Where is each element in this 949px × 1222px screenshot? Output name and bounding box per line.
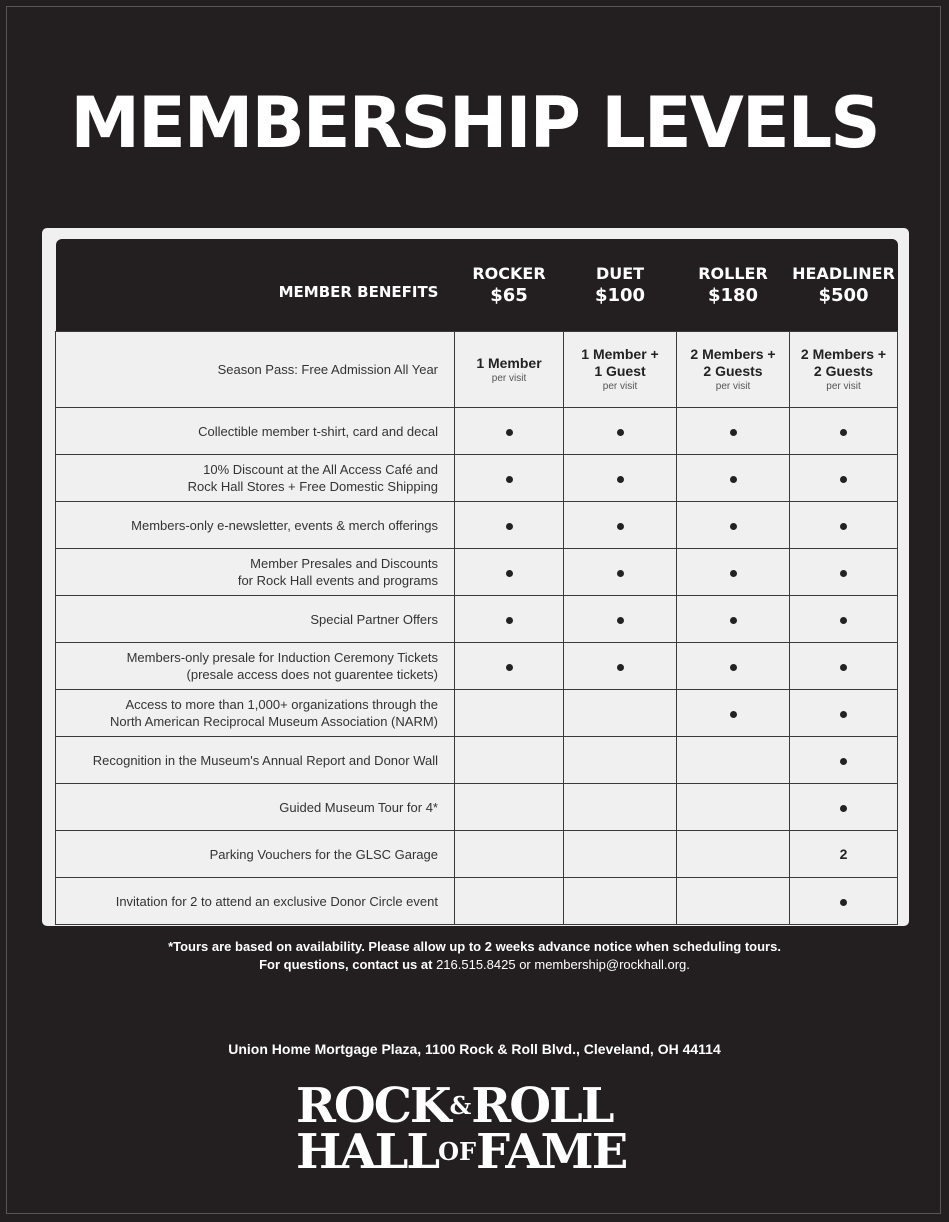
included-dot-icon: [840, 476, 847, 483]
benefit-cell-rocker: [455, 690, 564, 737]
per-visit-note: per visit: [491, 372, 527, 384]
contact-line: [0, 956, 949, 974]
table-row: [56, 878, 898, 925]
benefit-cell-headliner: [790, 549, 898, 596]
benefit-cell-duet: [564, 549, 677, 596]
season-pass-cell-headliner: [790, 332, 898, 408]
season-pass-allowance: 1 Member: [476, 354, 542, 371]
benefit-cell-rocker: [455, 455, 564, 502]
benefit-label-line: Member Presales and Discounts: [250, 556, 438, 571]
included-dot-icon: [730, 664, 737, 671]
contact-info: 216.515.8425 or membership@rockhall.org.: [436, 957, 690, 972]
benefit-cell-duet: [564, 784, 677, 831]
benefit-label: [56, 643, 455, 690]
level-header-roller: [677, 239, 790, 332]
season-pass-allowance: 1 Guest: [594, 363, 646, 379]
rock-hall-logo: [296, 1080, 636, 1180]
included-dot-icon: [730, 476, 737, 483]
benefit-label-line: Members-only presale for Induction Ceremony Tickets: [126, 650, 438, 665]
table-row: [56, 455, 898, 502]
included-dot-icon: [840, 570, 847, 577]
benefit-label-line: Guided Museum Tour for 4*: [279, 799, 438, 815]
table-row: [56, 784, 898, 831]
included-dot-icon: [617, 523, 624, 530]
benefit-cell-headliner: [790, 596, 898, 643]
benefit-label: Season Pass: Free Admission All Year: [56, 332, 455, 408]
level-name: ROCKER: [472, 264, 546, 283]
season-pass-allowance: 2 Guests: [813, 363, 874, 379]
benefit-label: [56, 690, 455, 737]
included-dot-icon: [840, 805, 847, 812]
benefit-label-line: Members-only e-newsletter, events & merch offerings: [131, 517, 438, 533]
benefit-cell-roller: [677, 455, 790, 502]
season-pass-allowance: 2 Members +: [690, 346, 776, 362]
tour-availability-note: *Tours are based on availability. Please allow up to 2 weeks advance notice when scheduling tours.: [168, 939, 781, 954]
included-dot-icon: [730, 429, 737, 436]
benefit-label-line: for Rock Hall events and programs: [237, 573, 438, 588]
included-dot-icon: [730, 711, 737, 718]
included-dot-icon: [840, 429, 847, 436]
level-price: $500: [818, 285, 869, 306]
benefit-cell-rocker: [455, 549, 564, 596]
included-dot-icon: [506, 664, 513, 671]
benefit-cell-duet: [564, 690, 677, 737]
contact-prefix: For questions, contact us at: [259, 957, 433, 972]
benefit-cell-roller: [677, 408, 790, 455]
benefit-cell-duet: [564, 878, 677, 925]
benefit-cell-rocker: [455, 502, 564, 549]
per-visit-note: per visit: [715, 381, 751, 392]
benefit-label: [56, 878, 455, 925]
season-pass-cell-rocker: [455, 332, 564, 408]
included-dot-icon: [506, 570, 513, 577]
benefit-label: [56, 596, 455, 643]
level-header-headliner: [790, 239, 898, 332]
benefit-label-line: Parking Vouchers for the GLSC Garage: [209, 846, 438, 862]
benefit-cell-headliner: [790, 455, 898, 502]
benefit-label-line: Recognition in the Museum's Annual Report and Donor Wall: [92, 752, 438, 768]
included-dot-icon: [840, 523, 847, 530]
per-visit-note: per visit: [826, 381, 861, 392]
included-dot-icon: [730, 617, 737, 624]
table-body: [56, 332, 898, 925]
included-dot-icon: [617, 570, 624, 577]
table-row-season-pass: [56, 332, 898, 408]
included-dot-icon: [840, 664, 847, 671]
table-row: [56, 831, 898, 878]
benefit-label: [56, 831, 455, 878]
benefit-cell-roller: [677, 502, 790, 549]
level-price: $100: [594, 285, 646, 306]
table-header-row: [56, 239, 898, 332]
benefit-label: [56, 737, 455, 784]
benefit-cell-headliner: [790, 831, 898, 878]
benefit-label-line: (presale access does not guarentee tickets): [186, 667, 438, 682]
included-dot-icon: [506, 429, 513, 436]
season-pass-allowance: 1 Member +: [581, 346, 659, 362]
benefit-cell-duet: [564, 831, 677, 878]
membership-table-card: [42, 228, 909, 926]
benefit-label-line: Invitation for 2 to attend an exclusive Donor Circle event: [115, 893, 438, 909]
season-pass-allowance: 2 Members +: [800, 346, 887, 362]
included-dot-icon: [506, 476, 513, 483]
benefit-cell-roller: [677, 831, 790, 878]
benefit-cell-rocker: [455, 737, 564, 784]
benefit-cell-headliner: [790, 784, 898, 831]
benefit-cell-duet: [564, 502, 677, 549]
included-dot-icon: [617, 476, 624, 483]
included-dot-icon: [617, 429, 624, 436]
included-dot-icon: [617, 617, 624, 624]
table-row: [56, 596, 898, 643]
season-pass-allowance: 2 Guests: [703, 363, 763, 379]
benefit-cell-roller: [677, 878, 790, 925]
level-name: DUET: [595, 264, 645, 283]
included-dot-icon: [506, 617, 513, 624]
level-header-duet: [564, 239, 677, 332]
included-dot-icon: [730, 523, 737, 530]
benefit-quantity: 2: [839, 845, 848, 862]
benefit-label: [56, 408, 455, 455]
included-dot-icon: [840, 711, 847, 718]
table-row: [56, 502, 898, 549]
benefit-cell-rocker: [455, 784, 564, 831]
included-dot-icon: [840, 899, 847, 906]
benefit-cell-rocker: [455, 596, 564, 643]
address: Union Home Mortgage Plaza, 1100 Rock & Roll Blvd., Cleveland, OH 44114: [228, 1041, 721, 1057]
benefit-label-line: Special Partner Offers: [310, 611, 438, 627]
benefit-cell-rocker: [455, 643, 564, 690]
benefit-cell-headliner: [790, 878, 898, 925]
benefit-label-line: North American Reciprocal Museum Association (NARM): [110, 714, 438, 729]
benefit-cell-rocker: [455, 831, 564, 878]
table-row: [56, 737, 898, 784]
benefit-label: [56, 455, 455, 502]
benefit-cell-roller: [677, 643, 790, 690]
table-row: [56, 690, 898, 737]
level-header-rocker: [455, 239, 564, 332]
benefit-cell-roller: [677, 784, 790, 831]
benefit-label: [56, 549, 455, 596]
benefit-cell-headliner: [790, 502, 898, 549]
logo-line-2: $HALL^{OF}FAME$: [296, 1124, 627, 1180]
benefit-cell-rocker: [455, 878, 564, 925]
footnote: [0, 938, 949, 974]
level-price: $65: [490, 285, 528, 306]
per-visit-note: per visit: [602, 381, 638, 392]
benefit-label-line: Rock Hall Stores + Free Domestic Shipping: [187, 479, 438, 494]
benefit-cell-headliner: [790, 737, 898, 784]
table-row: [56, 643, 898, 690]
benefit-label-line: Access to more than 1,000+ organizations through the: [125, 697, 438, 712]
included-dot-icon: [840, 758, 847, 765]
benefit-label-line: 10% Discount at the All Access Café and: [203, 462, 438, 477]
benefit-cell-headliner: [790, 690, 898, 737]
table-row: [56, 549, 898, 596]
level-name: HEADLINER: [792, 264, 895, 283]
benefit-label: [56, 502, 455, 549]
season-pass-cell-roller: [677, 332, 790, 408]
included-dot-icon: [506, 523, 513, 530]
level-name: ROLLER: [698, 264, 768, 283]
benefit-cell-duet: [564, 596, 677, 643]
included-dot-icon: [840, 617, 847, 624]
season-pass-cell-duet: [564, 332, 677, 408]
benefit-cell-duet: [564, 643, 677, 690]
included-dot-icon: [617, 664, 624, 671]
benefit-cell-roller: [677, 690, 790, 737]
benefit-cell-headliner: [790, 643, 898, 690]
level-price: $180: [707, 285, 759, 306]
benefit-cell-rocker: [455, 408, 564, 455]
logo-line-1: ROCK&ROLL: [296, 1078, 613, 1134]
table-row: [56, 408, 898, 455]
benefit-cell-duet: [564, 408, 677, 455]
page-title: MEMBERSHIP LEVELS: [70, 82, 879, 164]
benefit-cell-headliner: [790, 408, 898, 455]
membership-benefits-table: [55, 239, 898, 925]
benefit-cell-roller: [677, 549, 790, 596]
benefit-label-line: Collectible member t-shirt, card and decal: [198, 423, 438, 439]
included-dot-icon: [730, 570, 737, 577]
member-benefits-header: MEMBER BENEFITS: [56, 239, 455, 332]
benefit-cell-duet: [564, 737, 677, 784]
benefit-cell-duet: [564, 455, 677, 502]
benefit-label: [56, 784, 455, 831]
benefit-cell-roller: [677, 737, 790, 784]
benefit-cell-roller: [677, 596, 790, 643]
